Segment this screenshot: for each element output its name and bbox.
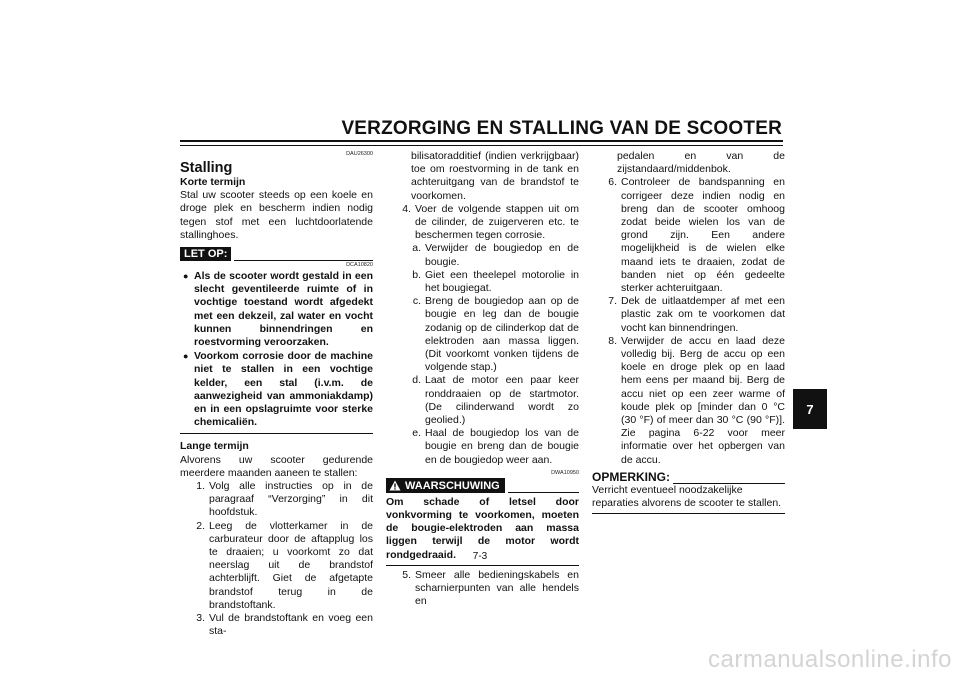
column-middle: [386, 150, 579, 609]
header-rule: [180, 140, 783, 142]
chapter-tab: 7: [793, 389, 827, 429]
list-item-continued: pedalen en van de zijstandaard/middenbok.: [617, 150, 785, 176]
note-label: OPMERKING:: [592, 469, 670, 484]
list-item: 7. Dek de uitlaatdemper af met een plastic zak om te voorkomen dat vocht kan binnendringen.: [608, 295, 785, 334]
page-header-title: VERZORGING EN STALLING VAN DE SCOOTER: [341, 118, 782, 139]
watermark: carmanualsonline.info: [708, 646, 952, 673]
caution-label: LET OP:: [180, 247, 231, 261]
subtitle-short-term: Korte termijn: [180, 176, 246, 188]
note-end-rule: [592, 513, 785, 514]
sub-list-item: d. Laat de motor een paar keer ronddraaien op de startmotor. (De cilinderwand wordt zo geolied.): [412, 374, 579, 427]
list-item-continued: bilisatoradditief (indien verkrijgbaar) toe om roestvorming in de tank en achteruitgang van de brandstof te voorkomen.: [411, 150, 579, 202]
paragraph-long-term: Alvorens uw scooter gedurende meerdere maanden aaneen te stallen:: [180, 453, 373, 479]
caution-header: [180, 247, 373, 261]
sub-list-item: c. Breng de bougiedop aan op de bougie en leg dan de bougie zodanig op de cilinderkop dat de elektroden aan massa liggen. (Dit voorkomt vonken tijdens de volgende stap.): [412, 295, 579, 374]
warning-label-box: [386, 478, 505, 493]
header-rule-thin: [180, 145, 783, 146]
subtitle-long-term: Lange termijn: [180, 440, 249, 453]
caution-bullet: ● Voorkom corrosie door de machine niet te stallen in een vochtige kelder, een stal (i.v.m. de aanwezigheid van ammoniakdamp) en in een opslagruimte voor sterke chemicaliën.: [180, 350, 373, 429]
bullet-icon: ●: [183, 271, 189, 282]
section-title: Stalling: [180, 160, 233, 176]
list-item: 5. Smeer alle bedieningskabels en scharnierpunten van alle hendels en: [402, 568, 579, 608]
sub-list-item: b. Giet een theelepel motorolie in het bougiegat.: [412, 268, 579, 295]
reference-code: DWA10950: [551, 469, 579, 476]
list-item: 3. Vul de brandstoftank en voeg een sta-: [196, 612, 373, 638]
list-item: 1. Volg alle instructies op in de paragraaf “Verzorging” in dit hoofdstuk.: [196, 480, 373, 519]
warning-label: WAARSCHUWING: [405, 479, 500, 492]
note-text: Verricht eventueel noodzakelijke reparaties alvorens de scooter te stallen.: [592, 484, 782, 510]
list-item: 6. Controleer de bandspanning en corrigeer deze indien nodig en breng dan de scooter omhoog zodat beide wielen los van de grond zijn. Een andere mogelijkheid is de wielen elke maand iets te draaien, zodat de banden niet op één gedeelte sterker achteruitgaan.: [608, 176, 785, 295]
warning-line: [508, 491, 579, 493]
paragraph-short-term: Stal uw scooter steeds op een koele en droge plek en bescherm indien nodig tegen stof met een luchtdoorlatende stallinghoes.: [180, 189, 373, 241]
warning-header: [386, 478, 579, 493]
warning-triangle-icon: [389, 480, 401, 491]
page-number: 7-3: [472, 551, 488, 562]
sub-list-item: a. Verwijder de bougiedop en de bougie.: [412, 242, 579, 268]
sub-list-item: e. Haal de bougiedop los van de bougie en breng dan de bougie en de bougiedop weer aan.: [412, 427, 579, 466]
reference-code: DAU26300: [346, 151, 373, 157]
reference-code: DCA10820: [346, 262, 373, 269]
list-item: 4. Voer de volgende stappen uit om de cilinder, de zuigerveren etc. te beschermen tegen corrosie.: [402, 202, 579, 242]
note-header: [592, 471, 785, 484]
warning-text: Om schade of letsel door vonkvorming te voorkomen, moeten de bougie-elektroden aan massa liggen terwijl de motor wordt rondgedraaid.: [386, 495, 579, 561]
caution-bullet: ● Als de scooter wordt gestald in een slecht geventileerde ruimte of in vochtige toestand wordt afgedekt met een dekzeil, zal water en vocht kunnen binnendringen en roestvorming veroorzaken.: [180, 270, 373, 349]
list-item: 8. Verwijder de accu en laad deze volledig bij. Berg de accu op een koele en droge plek op en laad hem eens per maand bij. Berg de accu niet op een zeer warme of koude plek op [minder dan 0 °C (30 °F) of meer dan 30 °C (90 °F)]. Zie pagina 6-22 voor meer informatie over het opbergen van de accu.: [608, 334, 785, 466]
warning-end-rule: [386, 565, 579, 566]
bullet-icon: ●: [183, 351, 189, 362]
caution-end-rule: [180, 433, 373, 434]
column-right: [592, 150, 785, 520]
column-left: [180, 150, 373, 639]
list-item: 2. Leeg de vlotterkamer in de carburateur door de aftapplug los te draaien; u voorkomt zo dat neerslag uit de brandstof achterblijft. Giet de afgetapte brandstof terug in de brandstoftank.: [196, 519, 373, 611]
